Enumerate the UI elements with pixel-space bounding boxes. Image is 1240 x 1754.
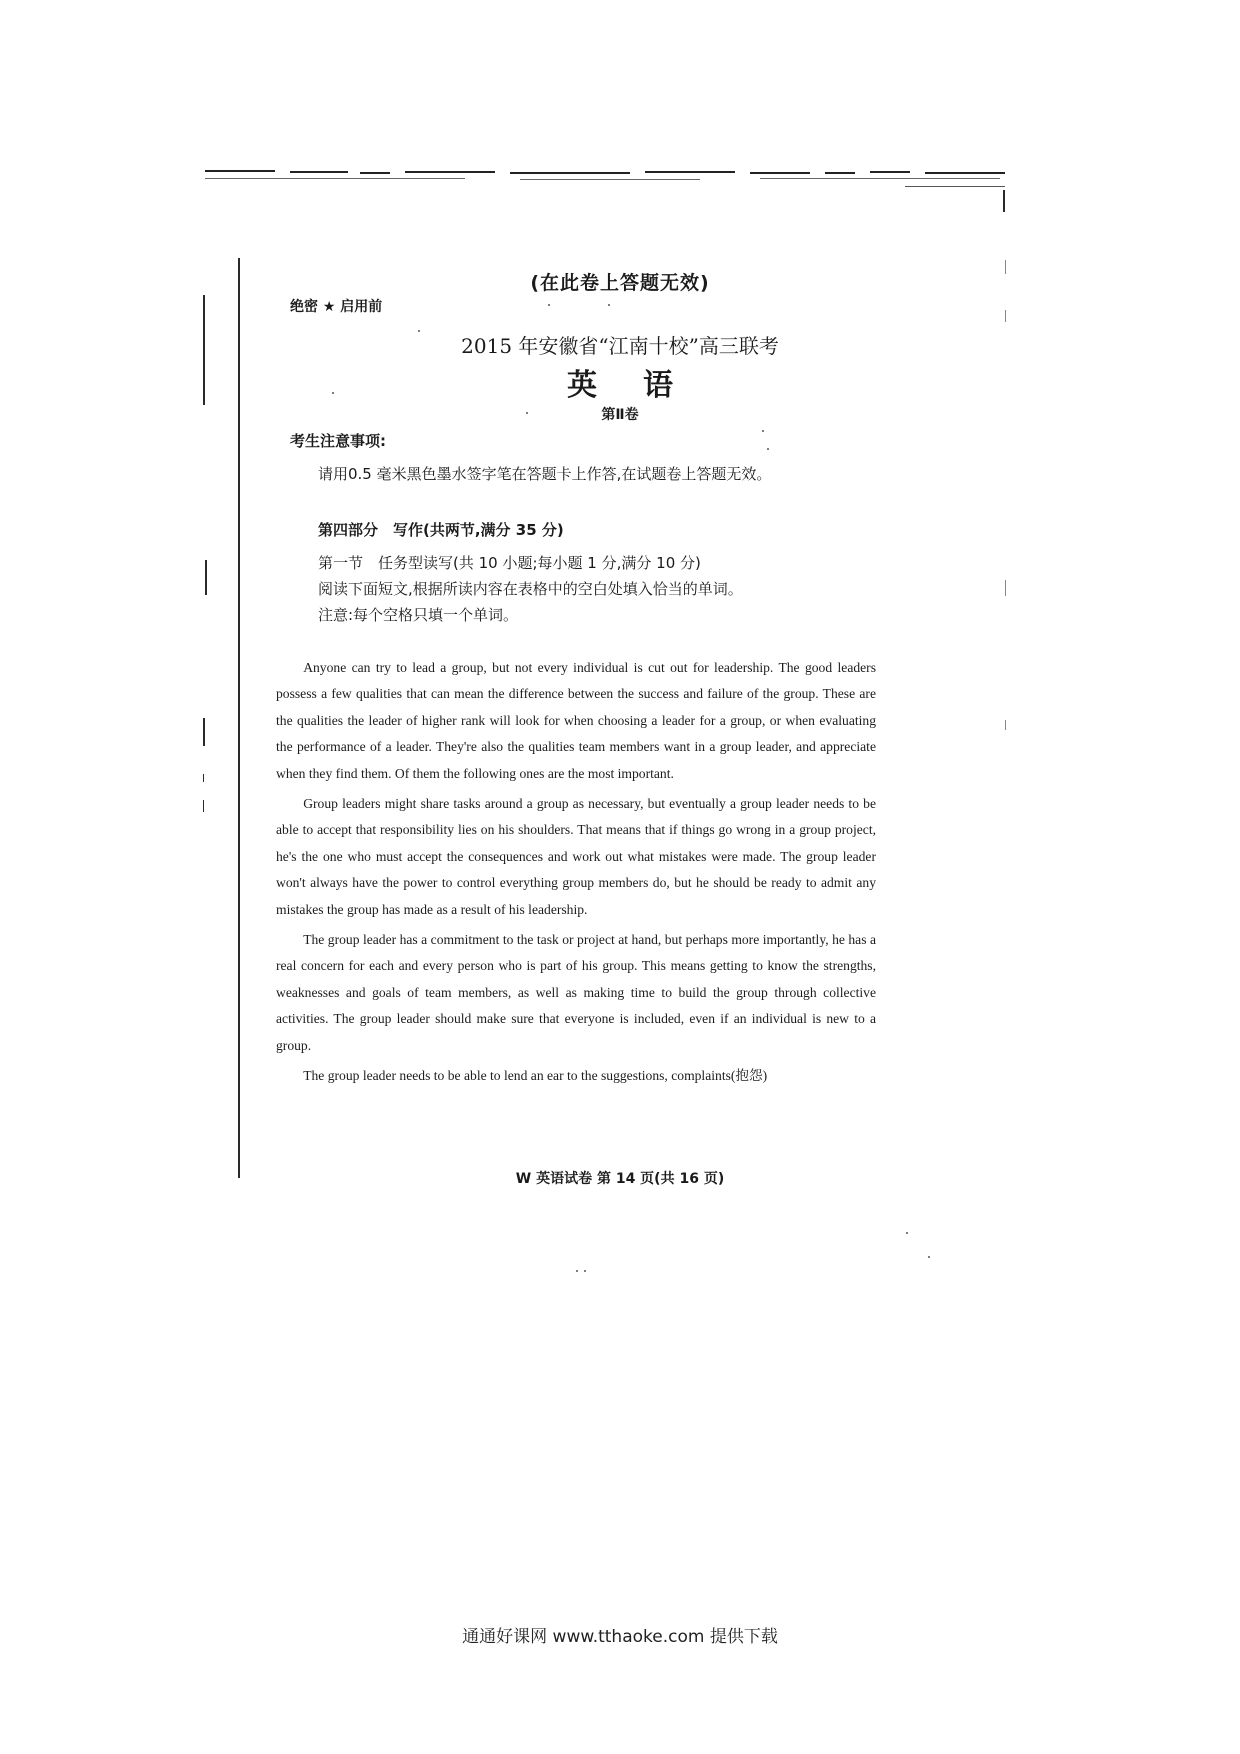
subject-title: 英语	[567, 368, 719, 403]
passage-paragraph: The group leader has a commitment to the task or project at hand, but perhaps more importantly, he has a real concern for each and every person who is part of his group. This means getting to know the strengths, weaknesses and goals of team members, as well as making time to build the group through collective activities. The group leader should make sure that everyone is included, even if an individual is new to a group.	[276, 932, 876, 1053]
notice-text: 请用0.5 毫米黑色墨水签字笔在答题卡上作答,在试题卷上答题无效。	[318, 465, 772, 483]
download-note: 通通好课网 www.tthaoke.com 提供下载	[462, 1627, 778, 1647]
section-heading: 第一节 任务型读写(共 10 小题;每小题 1 分,满分 10 分)	[318, 554, 701, 572]
part-heading: 第四部分 写作(共两节,满分 35 分)	[318, 521, 564, 539]
section-instruction: 阅读下面短文,根据所读内容在表格中的空白处填入恰当的单词。	[318, 580, 743, 598]
passage-paragraph: Group leaders might share tasks around a group as necessary, but eventually a group leader needs to be able to accept that responsibility lies on his shoulders. That means that if things go wrong in a group project, he's the one who must accept the consequences and work out what mistakes were made. The group leader won't always have the power to control everything group members do, but he should be ready to admit any mistakes the group has made as a result of his leadership.	[276, 796, 876, 917]
secrecy-mark: 绝密 ★ 启用前	[290, 299, 383, 315]
section-note: 注意:每个空格只填一个单词。	[318, 606, 519, 624]
passage-paragraph: The group leader needs to be able to lend an ear to the suggestions, complaints(抱怨)	[303, 1068, 768, 1084]
page-footer: W 英语试卷 第 14 页(共 16 页)	[515, 1171, 725, 1187]
notice-heading: 考生注意事项:	[290, 432, 386, 450]
header-note: (在此卷上答题无效)	[530, 272, 710, 294]
volume-label: 第Ⅱ卷	[601, 407, 639, 423]
reading-passage	[276, 655, 876, 1094]
passage-paragraph: Anyone can try to lead a group, but not every individual is cut out for leadership. The good leaders possess a few qualities that can mean the difference between the success and failure of the group. These are the qualities the leader of higher rank will look for when choosing a leader for a group, or when evaluating the performance of a leader. They're also the qualities team members want in a group leader, and appreciate when they find them. Of them the following ones are the most important.	[276, 660, 876, 781]
exam-title: 2015 年安徽省“江南十校”高三联考	[461, 334, 779, 358]
